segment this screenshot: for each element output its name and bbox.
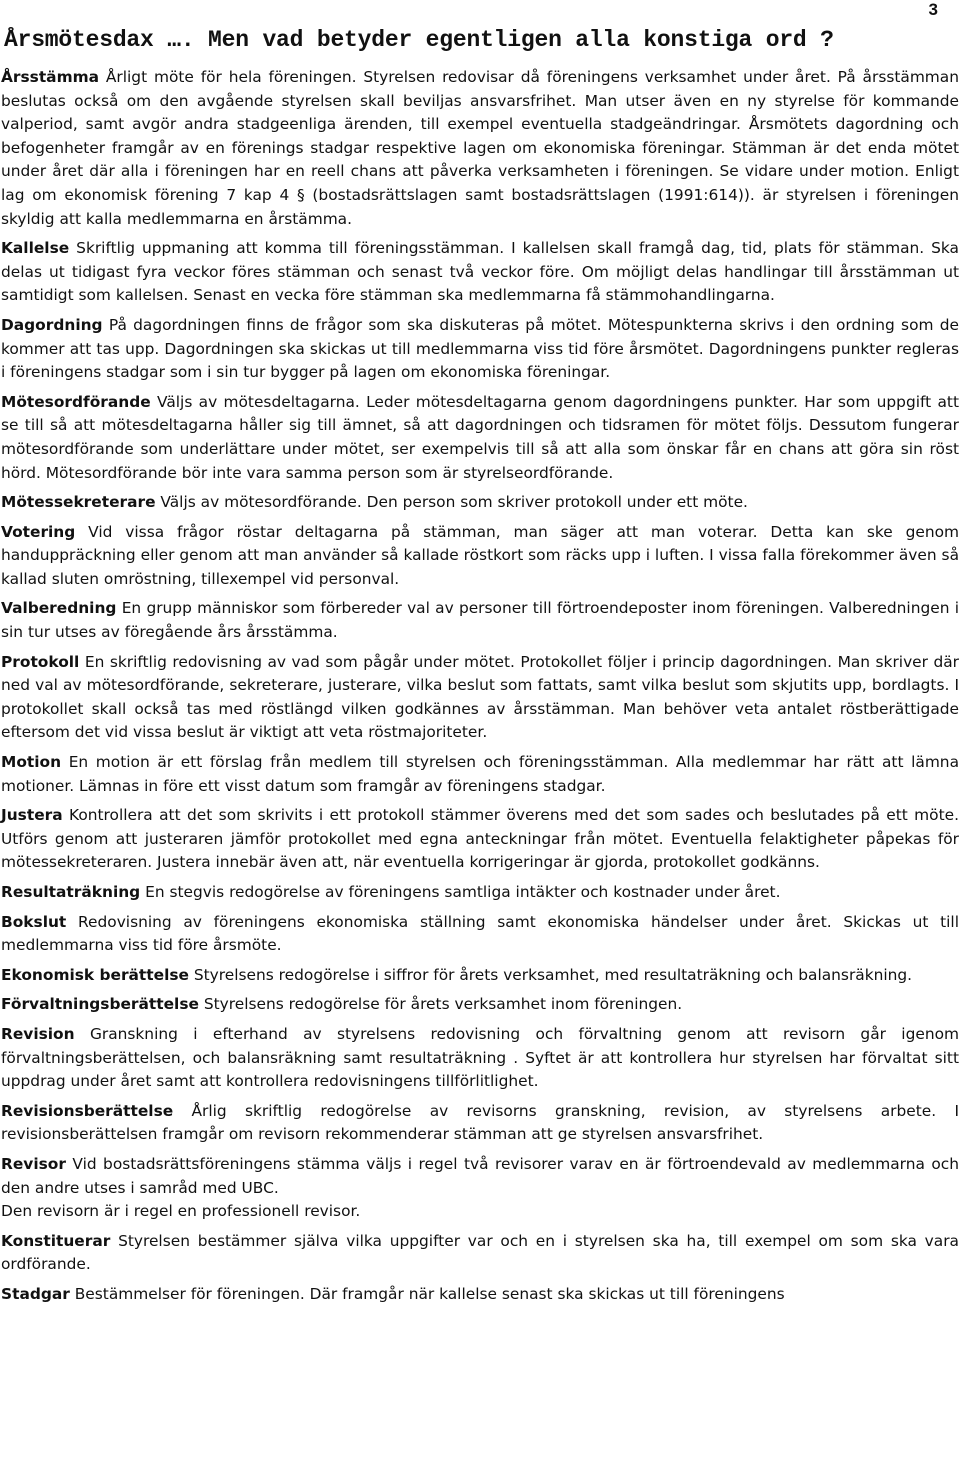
term: Votering [1, 522, 76, 541]
definition: En skriftlig redovisning av vad som pågår under mötet. Protokollet följer i princip dagordningen. Man skriver där ned val av mötesordförande, sekreterare, justerare, vilka beslut som fattats, samt vilka beslut som skjutits upp, bordlagts. I protokollet skall också tas med röstlängd vilken godkännes av årsstämman. Man behöver veta antalet röstberättigade eftersom det vid vissa beslut är viktigt att veta röstmajoriteter. [1, 652, 960, 742]
entry-arsstamma [1, 66, 959, 231]
definition: Styrelsens redogörelse för årets verksamhet inom föreningen. [203, 995, 683, 1014]
term: Revisor [1, 1154, 66, 1173]
term: Stadgar [1, 1284, 70, 1303]
term: Förvaltningsberättelse [1, 995, 199, 1014]
term: Resultaträkning [1, 883, 141, 901]
entry-dagordning [1, 314, 959, 385]
glossary-list [1, 66, 959, 1313]
entry-forvaltningsberattelse [1, 993, 959, 1017]
definition: Väljs av mötesordförande. Den person som skriver protokoll under ett möte. [160, 493, 748, 512]
entry-motessekreterare [1, 491, 959, 515]
definition: En motion är ett förslag från medlem till styrelsen och föreningsstämman. Alla medlemmar har rätt att lämna motioner. Lämnas in före ett visst datum som framgår av föreningens stadgar. [1, 753, 959, 795]
entry-motesordforande [1, 391, 959, 485]
definition: Granskning i efterhand av styrelsens redovisning och förvaltning genom att revisorn går igenom förvaltningsberättelsen, och balansräkning samt resultaträkning . Syftet är att kontrollera hur styrelsen har förvaltat sitt uppdrag under året samt att kontrollera redovisningens tillförlitlighet. [1, 1024, 959, 1091]
entry-valberedning [1, 597, 959, 644]
term: Revision [1, 1024, 75, 1043]
definition: Skriftlig uppmaning att komma till föreningsstämman. I kallelsen skall framgå dag, tid, plats för stämman. Ska delas ut tidigast fyra veckor föres stämman och senast två veckor före. Om möjligt delas handlingar till årsstämman ut samtidigt som kallelsen. Senast en vecka före stämman ska medlemmarna få stämmohandlingarna. [1, 239, 959, 305]
definition: Styrelsen bestämmer själva vilka uppgifter var och en i styrelsen ska ha, till exempel om som ska vara ordförande. [1, 1231, 959, 1274]
entry-ekonomisk-berattelse [1, 964, 959, 988]
term: Revisionsberättelse [1, 1101, 174, 1120]
entry-resultatrakning [1, 881, 959, 905]
definition: Bestämmelser för föreningen. Där framgår när kallelse senast ska skickas ut till föreningens [74, 1284, 785, 1303]
entry-bokslut [1, 911, 959, 958]
definition: En stegvis redogörelse av föreningens samtliga intäkter och kostnader under året. [145, 883, 781, 901]
definition: Redovisning av föreningens ekonomiska ställning samt ekonomiska händelser under året. Skickas ut till medlemmarna viss tid före årsmöte. [1, 912, 959, 955]
term: Dagordning [1, 315, 103, 334]
term: Kallelse [1, 239, 70, 258]
entry-revisor [1, 1153, 959, 1224]
entry-protokoll [1, 651, 959, 745]
entry-kallelse [1, 237, 959, 308]
entry-revisionsberattelse [1, 1100, 959, 1147]
term: Valberedning [1, 599, 117, 618]
definition: Vid bostadsrättsföreningens stämma väljs i regel två revisorer varav en är förtroendevald av medlemmarna och den andre utses i samråd med UBC. [1, 1154, 959, 1197]
entry-motion [1, 751, 959, 798]
entry-konstituerar [1, 1230, 959, 1277]
definition: Kontrollera att det som skrivits i ett protokoll stämmer överens med det som sades och beslutades på ett möte. Utförs genom att justeraren jämför protokollet med egna anteckningar från mötet. Eventuella felaktigheter påpekas för mötessekreteraren. Justera innebär även att, när eventuella korrigeringar är gjorda, protokollet godkänns. [1, 806, 959, 872]
term: Bokslut [1, 912, 67, 931]
term: Justera [1, 806, 63, 825]
term: Årsstämma [1, 68, 100, 86]
term: Konstituerar [1, 1231, 111, 1250]
entry-votering [1, 521, 959, 592]
definition: Väljs av mötesdeltagarna. Leder mötesdeltagarna genom dagordningens punkter. Har som uppgift att se till så att mötesdeltagarna håller sig till ämnet, så att dagordningen och tidsramen för mötet följs. Dessutom fungerar mötesordförande som underlättare under mötet, ser exempelvis till så att alla som önskar får en chans att göra sin röst hörd. Mötesordförande bör inte vara samma person som är styrelseordförande. [1, 392, 959, 482]
definition: Årligt möte för hela föreningen. Styrelsen redovisar då föreningens verksamhet under året. På årsstämman beslutas också om den avgående styrelsen skall beviljas ansvarsfrihet. Man utser även en ny styrelse för kommande valperiod, samt avgör andra stadgeenliga ärenden, till exempel eventuella stadgeändringar. Årsmötets dagordning och befogenheter framgår av en förenings stadgar respektive lagen om ekonomiska föreningar. Stämman är det enda mötet under året där alla i föreningen har en reell chans att påverka verksamheten i föreningen. Se vidare under motion. Enligt lag om ekonomisk förening 7 kap 4 § (bostadsrättslagen samt bostadsrättslagen (1991:614)). är styrelsen i föreningen skyldig att kalla medlemmarna en årstämma. [1, 68, 959, 228]
entry-revision [1, 1023, 959, 1094]
definition: På dagordningen finns de frågor som ska diskuteras på mötet. Mötespunkterna skrivs i den ordning som de kommer att tas upp. Dagordningen ska skickas ut till medlemmarna viss tid före årsmötet. Dagordningens punkter regleras i föreningens stadgar som i sin tur bygger på lagen om ekonomiska föreningar. [1, 315, 959, 382]
definition-note: Den revisorn är i regel en professionell revisor. [1, 1202, 361, 1221]
entry-stadgar [1, 1283, 959, 1307]
term: Protokoll [1, 652, 80, 671]
definition: Vid vissa frågor röstar deltagarna på stämman, man säger att man voterar. Detta kan ske genom handuppräckning eller genom att man använder så kallade röstkort som räcks upp i luften. I vissa falla förekommer även så kallad sluten omröstning, tillexempel vid personval. [1, 522, 959, 588]
term: Ekonomisk berättelse [1, 965, 189, 984]
definition: Styrelsens redogörelse i siffror för årets verksamhet, med resultaträkning och balansräkning. [193, 965, 913, 984]
page-number: 3 [928, 0, 938, 19]
term: Motion [1, 753, 62, 772]
page-title: Årsmötesdax …. Men vad betyder egentligen alla konstiga ord ? [4, 27, 834, 53]
term: Mötesordförande [1, 392, 151, 411]
definition: En grupp människor som förbereder val av personer till förtroendeposter inom föreningen. Valberedningen i sin tur utses av föregående års årsstämma. [1, 599, 959, 642]
term: Mötessekreterare [1, 493, 156, 512]
entry-justera [1, 804, 959, 875]
definition: Årlig skriftlig redogörelse av revisorns granskning, revision, av styrelsens arbete. I revisionsberättelsen framgår om revisorn rekommenderar stämman att ge styrelsen ansvarsfrihet. [1, 1101, 959, 1144]
